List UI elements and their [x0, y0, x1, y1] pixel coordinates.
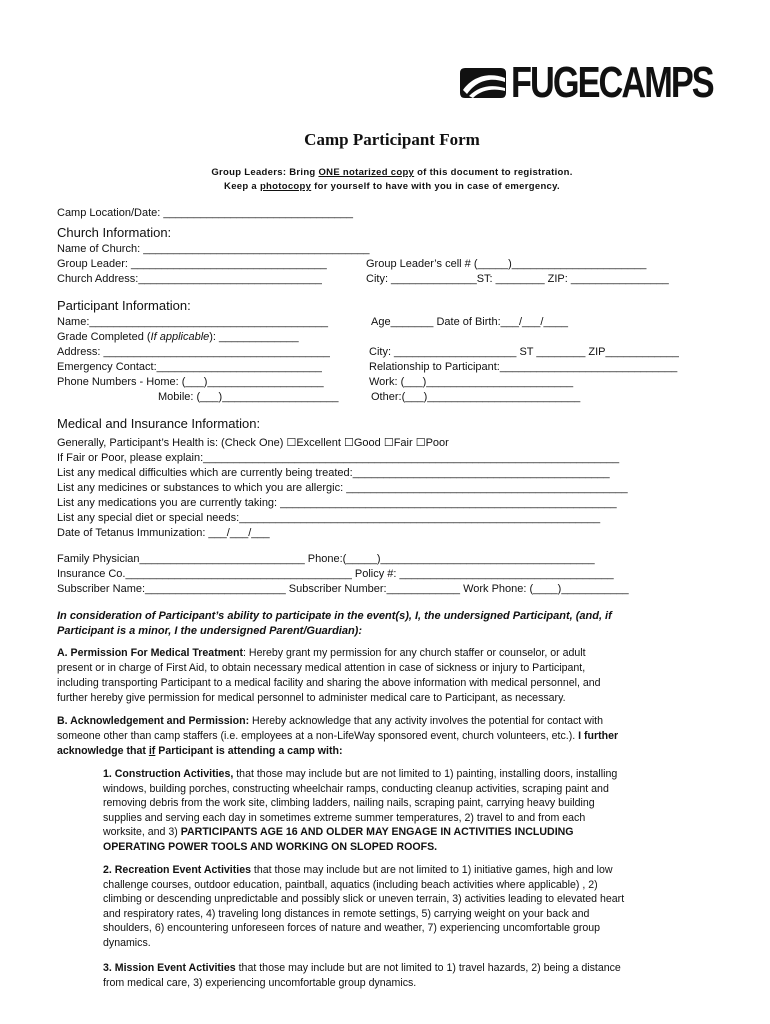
- leader-cell-field[interactable]: Group Leader’s cell # (_____)______________________: [366, 258, 647, 270]
- emergency-contact-field[interactable]: Emergency Contact:___________________________: [57, 361, 322, 373]
- health-check-field[interactable]: Generally, Participant’s Health is: (Check One) ☐Excellent ☐Good ☐Fair ☐Poor: [57, 437, 449, 449]
- participant-name-field[interactable]: Name:_______________________________________: [57, 316, 328, 328]
- fugecamps-logo: [459, 60, 770, 106]
- church-city-field[interactable]: City: ______________ST: ________ ZIP: ________________: [366, 273, 669, 285]
- mission-activities-item: 3. Mission Event Activities that those may include but are not limited to 1) travel hazards, 2) being a distance from medical care, 3) experiencing uncomfortable group dynamics.: [103, 962, 621, 989]
- special-diet-field[interactable]: List any special diet or special needs:___________________________________________________________: [57, 512, 601, 524]
- home-phone-field[interactable]: Phone Numbers - Home: (___)___________________: [57, 376, 324, 388]
- medical-difficulties-field[interactable]: List any medical difficulties which are currently being treated:__________________________________________: [57, 467, 610, 479]
- instruction-line-2: Keep a photocopy for yourself to have with you in case of emergency.: [224, 181, 560, 192]
- instruction-line-1: Group Leaders: Bring ONE notarized copy of this document to registration.: [211, 167, 573, 178]
- allergies-field[interactable]: List any medicines or substances to which you are allergic: ______________________________________________: [57, 482, 628, 494]
- section-b-paragraph: B. Acknowledgement and Permission: Hereby acknowledge that any activity involves the potential for contact with someone other than camp staffers (i.e. employees at a non-LifeWay sponsored event, church volunteers, etc.). I further acknowledge that if Participant is attending a camp with:: [57, 715, 619, 757]
- section-a-title: A. Permission For Medical Treatment: [57, 647, 244, 659]
- fuge-wave-icon: [459, 66, 507, 100]
- tetanus-date-field[interactable]: Date of Tetanus Immunization: ___/___/___: [57, 527, 270, 539]
- subscriber-field[interactable]: Subscriber Name:_______________________ Subscriber Number:____________ Work Phone: (____)___________: [57, 583, 629, 595]
- participant-address-field[interactable]: Address: _____________________________________: [57, 346, 330, 358]
- page-title: Camp Participant Form: [304, 130, 480, 149]
- church-info-heading: Church Information:: [57, 225, 172, 240]
- work-phone-field[interactable]: Work: (___)________________________: [369, 376, 574, 388]
- mobile-phone-field[interactable]: Mobile: (___)___________________: [158, 391, 339, 403]
- family-physician-field[interactable]: Family Physician___________________________ Phone:(_____)___________________________________: [57, 553, 595, 565]
- medications-field[interactable]: List any medications you are currently taking: _______________________________________________________: [57, 497, 617, 509]
- recreation-activities-item: 2. Recreation Event Activities that those may include but are not limited to 1) initiative games, high and low challenge courses, outdoor education, paintball, aquatics (including beach activities where applicable) , 2) climbing or descending unpredictable and possibly slick or uneven terrain, 3) activities leading to elevated heart and respiratory rates, 4) traveling long distances in remote settings, 5) carrying weight on your back and shoulders, 6) encountering unforeseen forces of nature and weather, 7) experiencing uncomfortable group dynamics.: [103, 864, 625, 949]
- insurance-field[interactable]: Insurance Co._____________________________________ Policy #: ___________________________________: [57, 568, 614, 580]
- participant-info-heading: Participant Information:: [57, 298, 191, 313]
- church-name-field[interactable]: Name of Church: _____________________________________: [57, 243, 370, 255]
- participant-city-field[interactable]: City: ____________________ ST ________ ZIP____________: [369, 346, 679, 358]
- section-b-title: B. Acknowledgement and Permission:: [57, 715, 250, 727]
- grade-field[interactable]: Grade Completed (If applicable): _____________: [57, 331, 299, 343]
- age-dob-field[interactable]: Age_______ Date of Birth:___/___/____: [371, 316, 568, 328]
- other-phone-field[interactable]: Other:(___)_________________________: [371, 391, 581, 403]
- consent-intro-line-2: Participant is a minor, I the undersigned Parent/Guardian):: [57, 625, 363, 637]
- church-address-field[interactable]: Church Address:______________________________: [57, 273, 322, 285]
- section-a-paragraph: A. Permission For Medical Treatment: Hereby grant my permission for any church staffer or counselor, or adult present or in charge of First Aid, to obtain necessary medical attention in case of sickness or injury to Participant, including transporting Participant to a medical facility and sharing the above information with medical personnel, and further hereby give permission for medical personnel to administer medical care to Participant, as necessary.: [57, 647, 601, 704]
- medical-info-heading: Medical and Insurance Information:: [57, 416, 261, 431]
- consent-intro-line-1: In consideration of Participant’s ability to participate in the event(s), I, the undersigned Participant, (and, if: [57, 610, 612, 622]
- health-explain-field[interactable]: If Fair or Poor, please explain:____________________________________________________________________: [57, 452, 620, 464]
- group-leader-field[interactable]: Group Leader: ________________________________: [57, 258, 327, 270]
- construction-activities-item: 1. Construction Activities, that those may include but are not limited to 1) painting, installing doors, installing windows, building porches, constructing wheelchair ramps, conducting cleanup activities, scraping paint and removing debris from the work site, climbing ladders, nailing nails, scraping paint, carrying heavy building supplies and serving each day in sometimes extreme summer temperatures, 2) travel to and from each worksite, and 3) PARTICIPANTS AGE 16 AND OLDER MAY ENGAGE IN ACTIVITIES INCLUDING OPERATING POWER TOOLS AND WORKING ON SLOPED ROOFS.: [103, 768, 618, 853]
- relationship-field[interactable]: Relationship to Participant:_____________________________: [369, 361, 678, 373]
- logo-wordmark: FUGECAMPS: [511, 58, 713, 107]
- camp-location-field[interactable]: Camp Location/Date: _______________________________: [57, 207, 354, 219]
